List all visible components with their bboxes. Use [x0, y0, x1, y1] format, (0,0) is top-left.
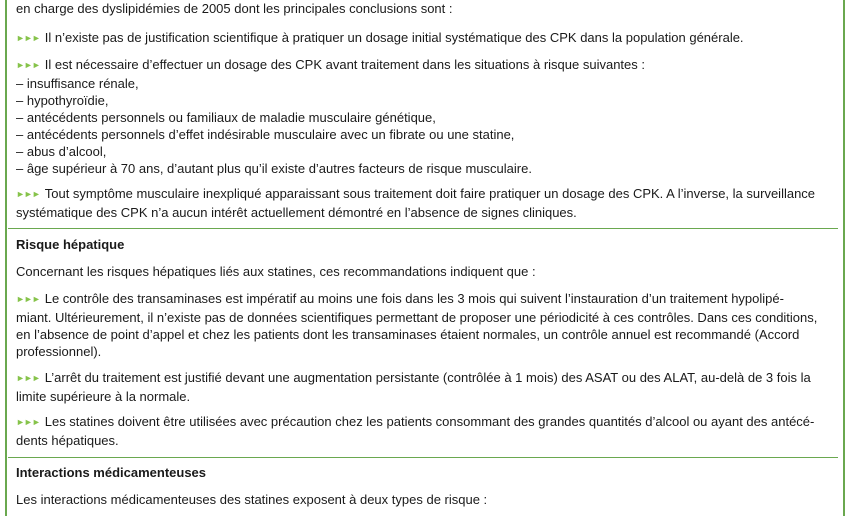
hepatique-paragraph-3 — [16, 413, 838, 449]
hepatique-paragraph-2 — [16, 369, 838, 405]
risk-item: – antécédents personnels ou familiaux de maladie musculaire génétique, — [16, 110, 436, 125]
left-border — [5, 0, 7, 516]
hepatique-paragraph-1 — [16, 290, 838, 360]
intro-text: en charge des dyslipidémies de 2005 dont les principales conclusions sont : — [16, 1, 453, 16]
section-heading-interactions: Interactions médicamenteuses — [16, 465, 207, 480]
bullet-arrows-icon: ►►► — [16, 60, 40, 70]
section-divider — [8, 457, 838, 458]
risk-item: – insuffisance rénale, — [16, 76, 139, 91]
hep-p3-line2: dents hépatiques. — [16, 433, 119, 448]
hep-p1-line4: professionnel). — [16, 344, 102, 359]
cpk-paragraph-2 — [16, 56, 838, 177]
hep-p2-line1: L’arrêt du traitement est justifié devant une augmentation persistante (contrôlée à 1 mois) des ASAT ou des ALAT, au-delà de 3 fois la — [44, 370, 811, 385]
cpk-p1-text: Il n’existe pas de justification scientifique à pratiquer un dosage initial systématique des CPK dans la population générale. — [44, 30, 744, 45]
right-border — [843, 0, 845, 516]
hep-p3-line1: Les statines doivent être utilisées avec précaution chez les patients consommant des grandes quantités d’alcool ou ayant des antécé- — [44, 414, 815, 429]
hepatique-lead: Concernant les risques hépatiques liés aux statines, ces recommandations indiquent que : — [16, 264, 536, 279]
bullet-arrows-icon: ►►► — [16, 33, 40, 43]
interactions-lead: Les interactions médicamenteuses des statines exposent à deux types de risque : — [16, 492, 488, 507]
bullet-arrows-icon: ►►► — [16, 189, 40, 199]
intro-paragraph — [16, 0, 838, 17]
bullet-arrows-icon: ►►► — [16, 294, 40, 304]
cpk-p2-lead: Il est nécessaire d’effectuer un dosage des CPK avant traitement dans les situations à risque suivantes : — [44, 57, 646, 72]
cpk-p3-line2: systématique des CPK n’a aucun intérêt actuellement démontré en l’absence de signes cliniques. — [16, 205, 577, 220]
risk-item: – antécédents personnels d’effet indésirable musculaire avec un fibrate ou une statine, — [16, 127, 515, 142]
cpk-paragraph-1 — [16, 29, 838, 48]
risk-item: – abus d’alcool, — [16, 144, 107, 159]
section-divider — [8, 228, 838, 229]
section-heading-hepatique: Risque hépatique — [16, 237, 125, 252]
hep-p2-line2: limite supérieure à la normale. — [16, 389, 191, 404]
bullet-arrows-icon: ►►► — [16, 417, 40, 427]
bullet-arrows-icon: ►►► — [16, 373, 40, 383]
hep-p1-line2: miant. Ultérieurement, il n’existe pas de données scientifiques permettant de proposer une périodicité à ces contrôles. Dans ces conditions, — [16, 310, 818, 325]
hep-p1-line3: en l’absence de point d’appel et chez les patients dont les transaminases étaient normales, un contrôle annuel est recommandé (Accord — [16, 327, 800, 342]
cpk-p3-line1: Tout symptôme musculaire inexpliqué apparaissant sous traitement doit faire pratiquer un dosage des CPK. A l’inverse, la surveillance — [44, 186, 816, 201]
risk-item: – hypothyroïdie, — [16, 93, 109, 108]
risk-item: – âge supérieur à 70 ans, d’autant plus qu’il existe d’autres facteurs de risque musculaire. — [16, 161, 532, 176]
cpk-paragraph-3 — [16, 185, 838, 221]
hep-p1-line1: Le contrôle des transaminases est impératif au moins une fois dans les 3 mois qui suivent l’instauration d’un traitement hypolipé- — [44, 291, 784, 306]
